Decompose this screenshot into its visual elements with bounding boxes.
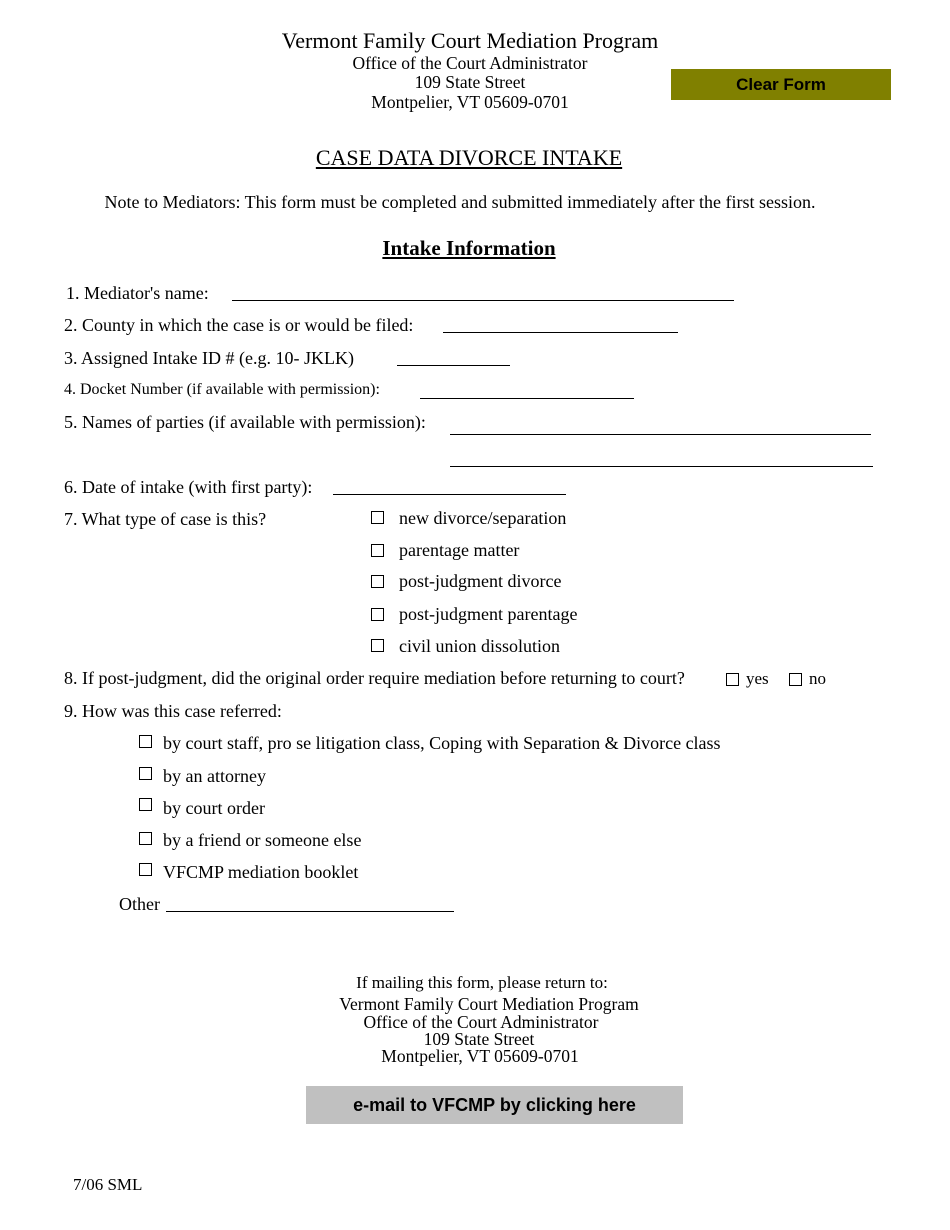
option-booklet: VFCMP mediation booklet bbox=[163, 862, 359, 882]
option-no: no bbox=[809, 669, 826, 688]
option-court-order: by court order bbox=[163, 798, 265, 818]
option-post-judgment-divorce: post-judgment divorce bbox=[399, 571, 562, 591]
q9-label: 9. How was this case referred: bbox=[64, 701, 282, 721]
party-names-field-2[interactable] bbox=[450, 466, 873, 467]
q3-label: 3. Assigned Intake ID # (e.g. 10- JKLK) bbox=[64, 348, 354, 368]
checkbox-booklet[interactable] bbox=[139, 863, 152, 876]
other-field[interactable] bbox=[166, 911, 454, 912]
checkbox-civil-union-dissolution[interactable] bbox=[371, 639, 384, 652]
checkbox-friend[interactable] bbox=[139, 832, 152, 845]
option-court-staff: by court staff, pro se litigation class, Coping with Separation & Divorce class bbox=[163, 733, 721, 753]
checkbox-no[interactable] bbox=[789, 673, 802, 686]
checkbox-yes[interactable] bbox=[726, 673, 739, 686]
option-new-divorce: new divorce/separation bbox=[399, 508, 567, 528]
note: Note to Mediators: This form must be completed and submitted immediately after the first session. bbox=[104, 192, 816, 212]
header-office: Office of the Court Administrator bbox=[352, 53, 588, 73]
q8-label: 8. If post-judgment, did the original order require mediation before returning to court? bbox=[64, 668, 685, 688]
checkbox-post-judgment-parentage[interactable] bbox=[371, 608, 384, 621]
option-yes: yes bbox=[746, 669, 769, 688]
mailing-intro: If mailing this form, please return to: bbox=[356, 973, 608, 992]
other-label: Other bbox=[119, 894, 160, 914]
q4-label: 4. Docket Number (if available with permission): bbox=[64, 381, 380, 398]
checkbox-court-order[interactable] bbox=[139, 798, 152, 811]
option-friend: by a friend or someone else bbox=[163, 830, 362, 850]
q7-label: 7. What type of case is this? bbox=[64, 509, 267, 529]
mediator-name-field[interactable] bbox=[232, 300, 734, 301]
mailing-org: Vermont Family Court Mediation Program bbox=[339, 994, 639, 1014]
email-button[interactable]: e-mail to VFCMP by clicking here bbox=[306, 1086, 683, 1124]
mailing-city: Montpelier, VT 05609-0701 bbox=[381, 1046, 579, 1066]
option-attorney: by an attorney bbox=[163, 766, 266, 786]
header-city: Montpelier, VT 05609-0701 bbox=[371, 92, 569, 112]
docket-number-field[interactable] bbox=[420, 398, 634, 399]
page-title: CASE DATA DIVORCE INTAKE bbox=[315, 145, 623, 170]
mailing-office: Office of the Court Administrator bbox=[363, 1012, 599, 1032]
checkbox-attorney[interactable] bbox=[139, 767, 152, 780]
section-title: Intake Information bbox=[382, 236, 556, 260]
q6-label: 6. Date of intake (with first party): bbox=[64, 477, 313, 497]
q1-label: 1. Mediator's name: bbox=[66, 283, 209, 303]
checkbox-court-staff[interactable] bbox=[139, 735, 152, 748]
option-civil-union-dissolution: civil union dissolution bbox=[399, 636, 561, 656]
clear-form-button[interactable]: Clear Form bbox=[671, 69, 891, 100]
footer-code: 7/06 SML bbox=[73, 1175, 143, 1194]
checkbox-new-divorce[interactable] bbox=[371, 511, 384, 524]
party-names-field-1[interactable] bbox=[450, 434, 871, 435]
option-post-judgment-parentage: post-judgment parentage bbox=[399, 604, 578, 624]
option-parentage-matter: parentage matter bbox=[399, 540, 520, 560]
county-field[interactable] bbox=[443, 332, 678, 333]
header-org: Vermont Family Court Mediation Program bbox=[281, 28, 659, 53]
header-street: 109 State Street bbox=[414, 72, 526, 92]
mailing-street: 109 State Street bbox=[423, 1029, 535, 1049]
intake-date-field[interactable] bbox=[333, 494, 566, 495]
q5-label: 5. Names of parties (if available with permission): bbox=[64, 412, 426, 432]
checkbox-post-judgment-divorce[interactable] bbox=[371, 575, 384, 588]
q2-label: 2. County in which the case is or would be filed: bbox=[64, 315, 414, 335]
checkbox-parentage-matter[interactable] bbox=[371, 544, 384, 557]
intake-id-field[interactable] bbox=[397, 365, 510, 366]
